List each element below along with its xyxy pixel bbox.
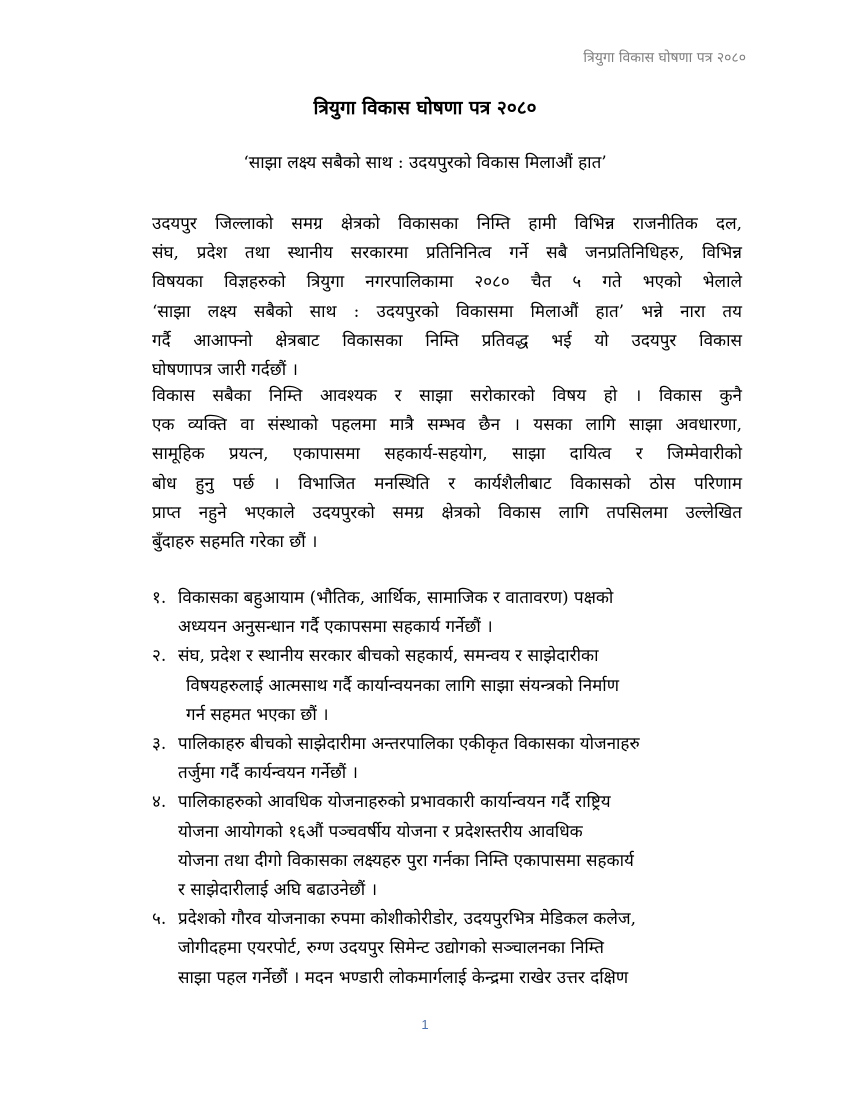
list-item-line: तर्जुमा गर्दै कार्यन्वयन गर्नेछौं । xyxy=(178,763,359,784)
paragraph-line: गर्दै आआफ्नो क्षेत्रबाट विकासका निम्ति प्रतिवद्ध भई यो उदयपुर विकास xyxy=(152,330,742,351)
list-item-line: पालिकाहरुको आवधिक योजनाहरुको प्रभावकारी कार्यान्वयन गर्दै राष्ट्रिय xyxy=(178,792,611,813)
list-item-line: विषयहरुलाई आत्मसाथ गर्दै कार्यान्वयनका लागि साझा संयन्त्रको निर्माण xyxy=(186,675,619,696)
list-item xyxy=(152,788,742,905)
running-header: त्रियुगा विकास घोषणा पत्र २०८० xyxy=(583,50,746,66)
paragraph-line: ‘साझा लक्ष्य सबैको साथ : उदयपुरको विकासमा मिलाऔं हात’ भन्ने नारा तय xyxy=(152,301,742,322)
document-title: त्रियुगा विकास घोषणा पत्र २०८० xyxy=(313,97,537,119)
intro-paragraph xyxy=(152,210,742,385)
list-item-line: प्रदेशको गौरव योजनाका रुपमा कोशीकोरीडोर, उदयपुरभित्र मेडिकल कलेज, xyxy=(178,909,636,930)
paragraph-line: घोषणापत्र जारी गर्दछौं । xyxy=(152,360,298,381)
list-item xyxy=(152,642,742,730)
list-item-number: ४. xyxy=(152,792,167,813)
list-item-number: २. xyxy=(152,646,167,667)
paragraph-line: बुँदाहरु सहमति गरेका छौं । xyxy=(152,532,318,553)
list-item-number: १. xyxy=(152,588,167,608)
list-item-line: योजना तथा दीगो विकासका लक्ष्यहरु पुरा गर्नका निम्ति एकापासमा सहकार्य xyxy=(178,850,634,871)
list-item xyxy=(152,905,742,993)
paragraph-line: बोध हुनु पर्छ । विभाजित मनस्थिति र कार्यशैलीबाट विकासको ठोस परिणाम xyxy=(152,473,742,494)
paragraph-line: विषयका विज्ञहरुको त्रियुगा नगरपालिकामा २०८० चैत ५ गते भएको भेलाले xyxy=(152,272,742,293)
paragraph-line: एक व्यक्ति वा संस्थाको पहलमा मात्रै सम्भव छैन । यसका लागि साझा अवधारणा, xyxy=(152,415,742,436)
list-item-line: अध्ययन अनुसन्धान गर्दै एकापसमा सहकार्य गर्नेछौं । xyxy=(178,617,493,638)
list-item xyxy=(152,730,742,788)
list-item-line: योजना आयोगको १६औं पञ्चवर्षीय योजना र प्रदेशस्तरीय आवधिक xyxy=(178,821,583,842)
list-item-line: विकासका बहुआयाम (भौतिक, आर्थिक, सामाजिक र वातावरण) पक्षको xyxy=(178,588,614,608)
second-paragraph xyxy=(152,382,742,557)
list-item-line: र साझेदारीलाई अघि बढाउनेछौं । xyxy=(178,880,378,901)
list-item-line: पालिकाहरु बीचको साझेदारीमा अन्तरपालिका एकीकृत विकासका योजनाहरु xyxy=(178,734,640,755)
list-item-number: ३. xyxy=(152,734,167,755)
paragraph-line: सामूहिक प्रयत्न, एकापासमा सहकार्य-सहयोग, साझा दायित्व र जिम्मेवारीको xyxy=(152,444,742,465)
page-number: 1 xyxy=(421,1017,429,1032)
numbered-points-list xyxy=(152,584,742,993)
list-item-line: संघ, प्रदेश र स्थानीय सरकार बीचको सहकार्य, समन्वय र साझेदारीका xyxy=(178,646,599,667)
paragraph-line: उदयपुर जिल्लाको समग्र क्षेत्रको विकासका निम्ति हामी विभिन्न राजनीतिक दल, xyxy=(152,214,742,234)
list-item xyxy=(152,584,742,642)
document-slogan: ‘साझा लक्ष्य सबैको साथ : उदयपुरको विकास मिलाऔं हात’ xyxy=(243,153,607,173)
list-item-line: जोगीदहमा एयरपोर्ट, रुग्ण उदयपुर सिमेन्ट उद्योगको सञ्चालनका निम्ति xyxy=(178,938,605,959)
list-item-number: ५. xyxy=(152,909,167,930)
list-item-line: गर्न सहमत भएका छौं । xyxy=(186,704,329,725)
paragraph-line: प्राप्त नहुने भएकाले उदयपुरको समग्र क्षेत्रको विकास लागि तपसिलमा उल्लेखित xyxy=(152,502,742,523)
list-item-line: साझा पहल गर्नेछौं । मदन भण्डारी लोकमार्गलाई केन्द्रमा राखेर उत्तर दक्षिण xyxy=(178,967,629,988)
paragraph-line: विकास सबैका निम्ति आवश्यक र साझा सरोकारको विषय हो । विकास कुनै xyxy=(152,386,742,406)
paragraph-line: संघ, प्रदेश तथा स्थानीय सरकारमा प्रतिनिनित्व गर्ने सबै जनप्रतिनिधिहरु, विभिन्न xyxy=(152,243,742,264)
